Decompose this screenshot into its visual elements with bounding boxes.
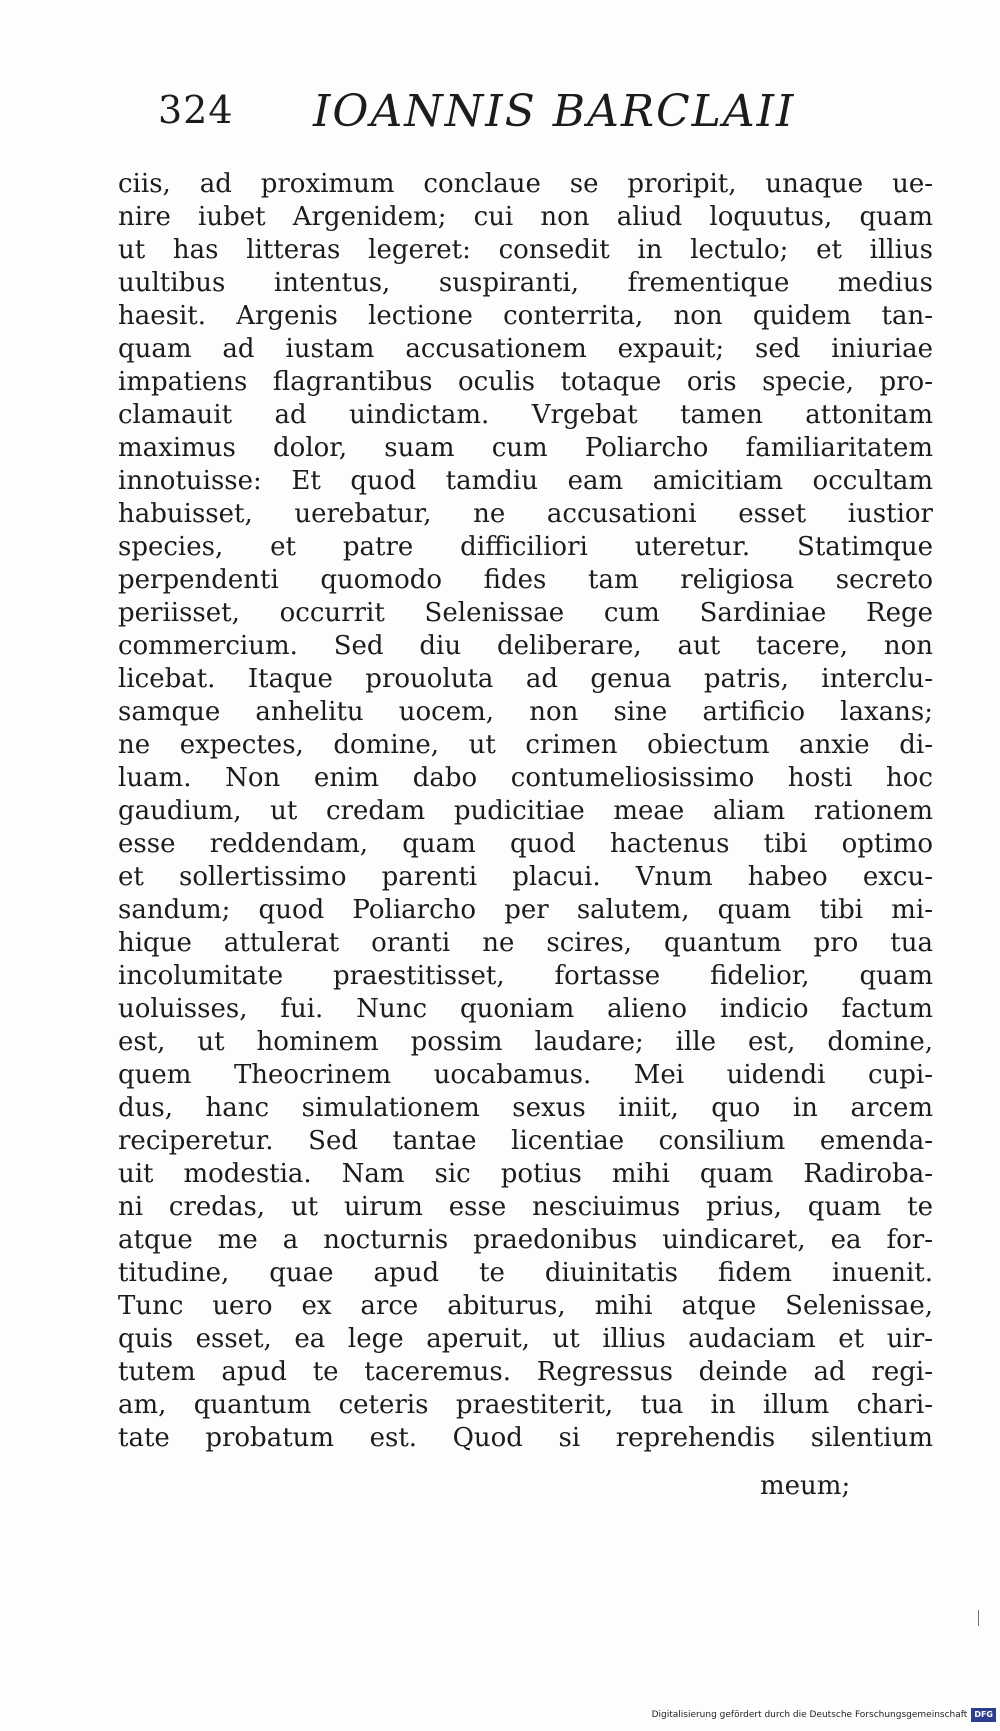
text-line: est, ut hominem possim laudare; ille est, domine, <box>118 1027 933 1057</box>
text-line: uultibus intentus, suspiranti, frementique medius <box>118 268 933 298</box>
text-line: habuisset, uerebatur, ne accusationi esset iustior <box>118 499 933 529</box>
stray-mark <box>978 1610 979 1626</box>
text-line: quem Theocrinem uocabamus. Mei uidendi cupi- <box>118 1060 933 1090</box>
text-line: quam ad iustam accusationem expauit; sed iniuriae <box>118 334 933 364</box>
page-number: 324 <box>158 88 234 132</box>
text-line: et sollertissimo parenti placui. Vnum habeo excu- <box>118 862 933 892</box>
catchword: meum; <box>760 1471 851 1501</box>
text-line: sandum; quod Poliarcho per salutem, quam tibi mi- <box>118 895 933 925</box>
text-line: esse reddendam, quam quod hactenus tibi optimo <box>118 829 933 859</box>
text-line: ut has litteras legeret: consedit in lectulo; et illius <box>118 235 933 265</box>
text-line: innotuisse: Et quod tamdiu eam amicitiam occultam <box>118 466 933 496</box>
text-line: nire iubet Argenidem; cui non aliud loquutus, quam <box>118 202 933 232</box>
text-line: dus, hanc simulationem sexus iniit, quo in arcem <box>118 1093 933 1123</box>
body-text <box>118 168 933 1508</box>
text-line: ni credas, ut uirum esse nesciuimus prius, quam te <box>118 1192 933 1222</box>
text-line: gaudium, ut credam pudicitiae meae aliam rationem <box>118 796 933 826</box>
page-header <box>158 88 858 148</box>
running-title: IOANNIS BARCLAII <box>313 86 796 137</box>
text-line: atque me a nocturnis praedonibus uindicaret, ea for- <box>118 1225 933 1255</box>
text-line: samque anhelitu uocem, non sine artificio laxans; <box>118 697 933 727</box>
text-line: impatiens flagrantibus oculis totaque oris specie, pro- <box>118 367 933 397</box>
text-line: ne expectes, domine, ut crimen obiectum anxie di- <box>118 730 933 760</box>
text-line: perpendenti quomodo fides tam religiosa secreto <box>118 565 933 595</box>
footer-credit: Digitalisierung gefördert durch die Deutsche Forschungsgemeinschaft <box>651 1710 968 1720</box>
text-line: commercium. Sed diu deliberare, aut tacere, non <box>118 631 933 661</box>
text-line: maximus dolor, suam cum Poliarcho familiaritatem <box>118 433 933 463</box>
text-line: am, quantum ceteris praestiterit, tua in illum chari- <box>118 1390 933 1420</box>
text-line: licebat. Itaque prouoluta ad genua patris, interclu- <box>118 664 933 694</box>
text-line: luam. Non enim dabo contumeliosissimo hosti hoc <box>118 763 933 793</box>
dfg-logo: DFG <box>971 1708 996 1722</box>
text-line: uoluisses, fui. Nunc quoniam alieno indicio factum <box>118 994 933 1024</box>
text-line: clamauit ad uindictam. Vrgebat tamen attonitam <box>118 400 933 430</box>
text-line: ciis, ad proximum conclaue se proripit, unaque ue- <box>118 169 933 199</box>
text-line: hique attulerat oranti ne scires, quantum pro tua <box>118 928 933 958</box>
text-line: uit modestia. Nam sic potius mihi quam Radiroba- <box>118 1159 933 1189</box>
text-line: periisset, occurrit Selenissae cum Sardiniae Rege <box>118 598 933 628</box>
text-line: quis esset, ea lege aperuit, ut illius audaciam et uir- <box>118 1324 933 1354</box>
text-line: tate probatum est. Quod si reprehendis silentium <box>118 1423 933 1453</box>
text-line: haesit. Argenis lectione conterrita, non quidem tan- <box>118 301 933 331</box>
text-line: Tunc uero ex arce abiturus, mihi atque Selenissae, <box>118 1291 933 1321</box>
text-line: reciperetur. Sed tantae licentiae consilium emenda- <box>118 1126 933 1156</box>
text-line: species, et patre difficiliori uteretur. Statimque <box>118 532 933 562</box>
text-line: tutem apud te taceremus. Regressus deinde ad regi- <box>118 1357 933 1387</box>
text-line: incolumitate praestitisset, fortasse fidelior, quam <box>118 961 933 991</box>
text-line: titudine, quae apud te diuinitatis fidem inuenit. <box>118 1258 933 1288</box>
digitization-footer <box>652 1707 996 1723</box>
